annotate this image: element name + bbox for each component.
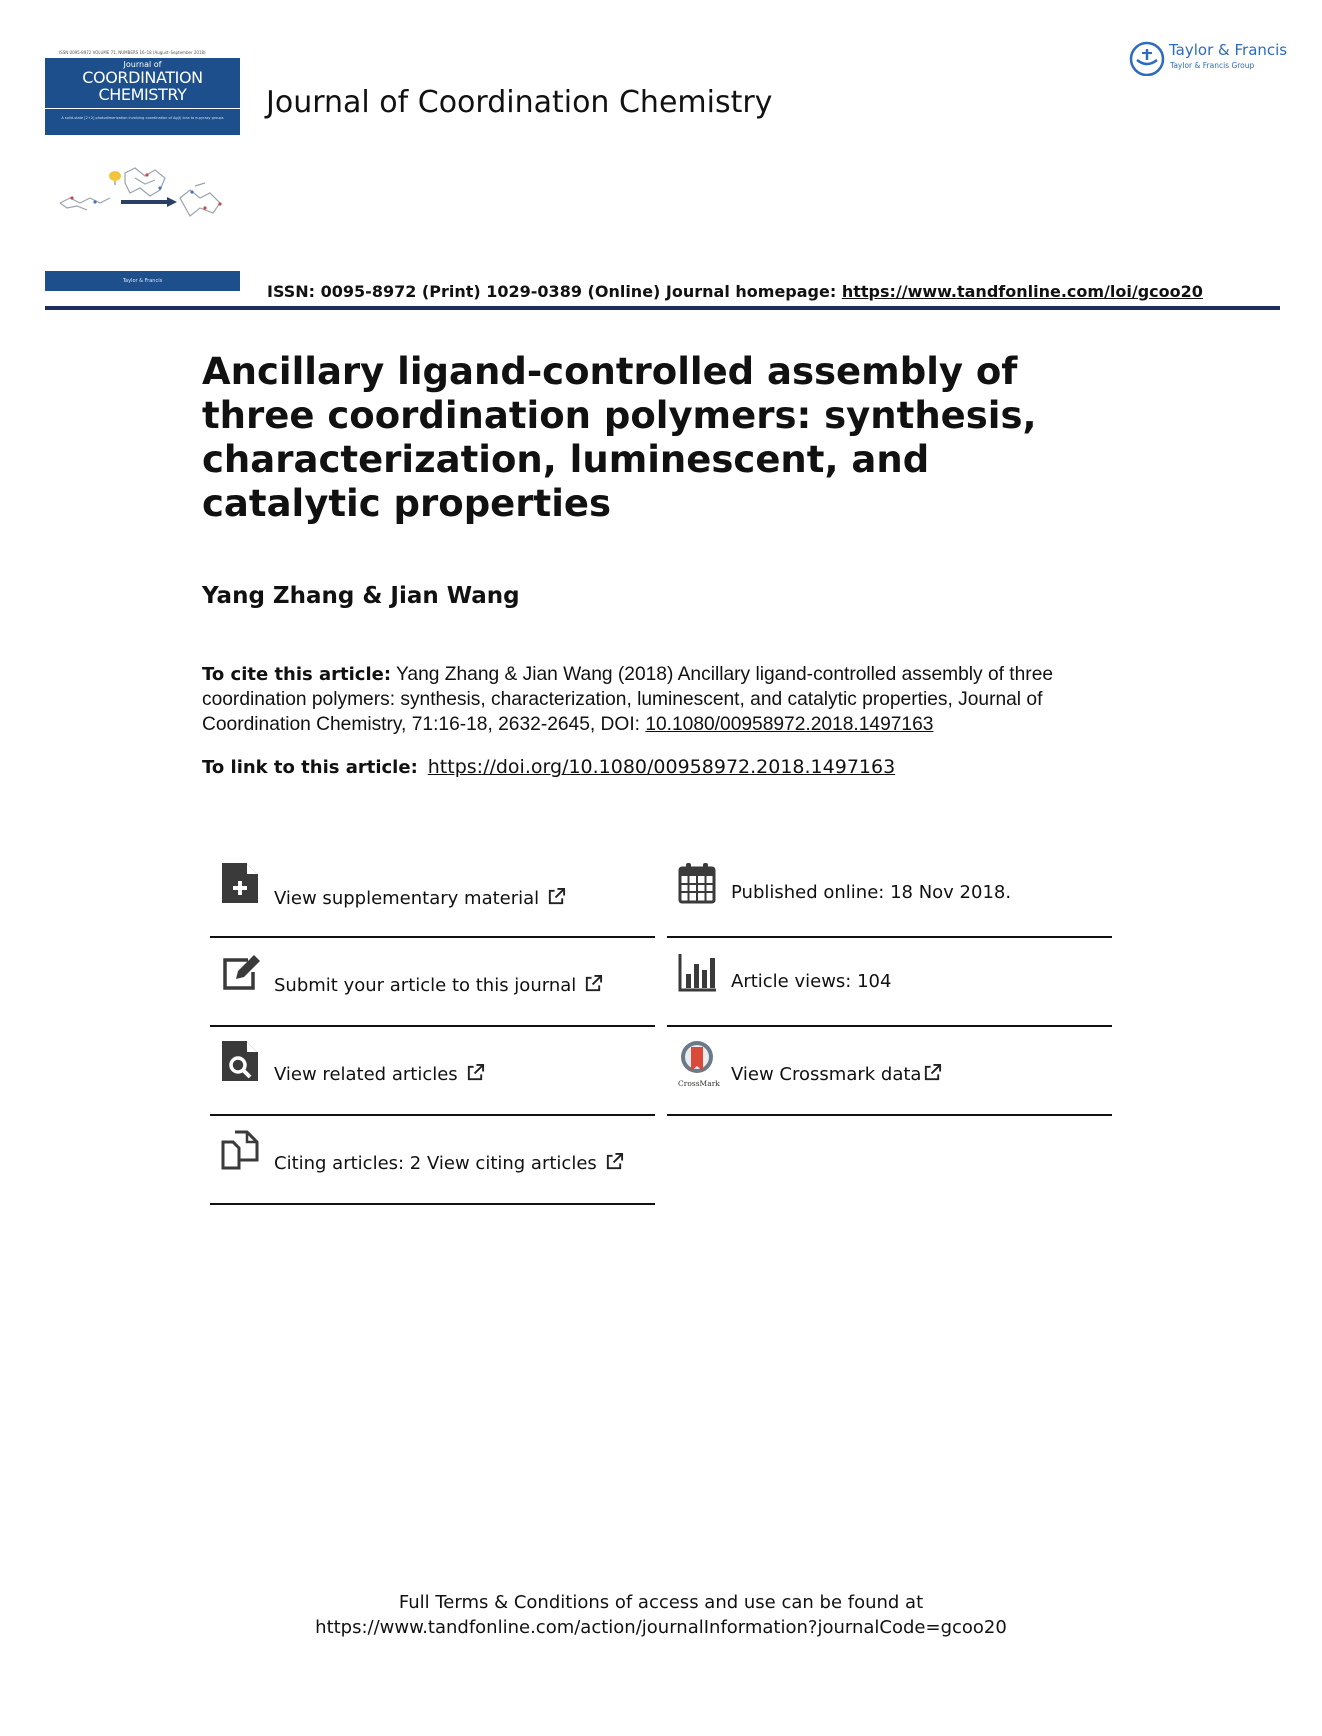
citing-articles-link[interactable] — [274, 1152, 624, 1174]
published-online-cell — [667, 849, 1112, 938]
citation-text: Yang Zhang & Jian Wang (2018) Ancillary ligand-controlled assembly of three coordination polymers: synthesis, characterization, luminescent, and catalytic properties, Journal of Coordination Chemistry, 71:16-18, 2632-2645, DOI: — [202, 664, 1054, 735]
terms-line: Full Terms & Conditions of access and use can be found at — [398, 1592, 924, 1613]
cover-title-band — [45, 58, 240, 108]
external-link-icon — [584, 974, 603, 993]
citation-doi-link[interactable]: 10.1080/00958972.2018.1497163 — [645, 714, 934, 735]
article-link-line — [202, 756, 895, 778]
calendar-icon — [677, 861, 717, 905]
issn-line — [267, 282, 1203, 301]
cover-title-small: Journal of — [123, 60, 162, 69]
bar-chart-icon — [677, 950, 717, 994]
article-authors: Yang Zhang & Jian Wang — [202, 583, 520, 609]
external-link-icon — [547, 887, 566, 906]
journal-cover-thumbnail — [45, 48, 240, 293]
article-doi-link[interactable]: https://doi.org/10.1080/00958972.2018.1497163 — [427, 756, 896, 778]
submit-article-link[interactable] — [274, 974, 603, 996]
article-views-count: Article views: 104 — [731, 971, 892, 992]
crossmark-logo-text: CrossMark — [678, 1079, 720, 1088]
cover-subtitle: A solid-state [2+2] photodimerization involving coordination of Ag(I) ions to π-pyrazy groups — [45, 109, 240, 135]
crossmark-cell[interactable] — [667, 1027, 1112, 1116]
copy-documents-icon — [220, 1128, 260, 1172]
crossmark-link[interactable] — [731, 1063, 942, 1085]
cover-title-line1: COORDINATION — [82, 68, 203, 87]
citation-label: To cite this article: — [202, 664, 392, 685]
supplementary-label: View supplementary material — [274, 888, 540, 909]
external-link-icon — [605, 1152, 624, 1171]
external-link-icon — [466, 1063, 485, 1082]
header-divider — [45, 306, 1280, 310]
citation-block — [202, 662, 1142, 737]
related-articles-link[interactable] — [274, 1063, 485, 1085]
cover-molecule-illustration — [55, 158, 230, 228]
issn-text: ISSN: 0095-8972 (Print) 1029-0389 (Online) Journal homepage: — [267, 282, 842, 301]
file-search-icon — [220, 1039, 260, 1083]
publisher-group: Taylor & Francis Group — [1170, 61, 1255, 70]
citing-articles-label: Citing articles: 2 View citing articles — [274, 1153, 597, 1174]
submit-article-cell[interactable] — [210, 938, 655, 1027]
published-online-date: Published online: 18 Nov 2018. — [731, 882, 1012, 903]
article-title: Ancillary ligand-controlled assembly of three coordination polymers: synthesis, characterization, luminescent, and catalytic properties — [202, 350, 1037, 525]
related-articles-label: View related articles — [274, 1064, 458, 1085]
cover-publisher-footer: Taylor & Francis — [45, 271, 240, 291]
supplementary-material-cell[interactable] — [210, 849, 655, 938]
citing-articles-cell[interactable] — [210, 1116, 655, 1205]
journal-homepage-link[interactable]: https://www.tandfonline.com/loi/gcoo20 — [841, 282, 1203, 301]
terms-footer — [0, 1590, 1322, 1640]
link-label: To link to this article: — [202, 757, 418, 778]
cover-meta-line: ISSN 0095-8972 VOLUME 71, NUMBERS 16–18 (August–September 2018) — [59, 50, 206, 55]
journal-title[interactable]: Journal of Coordination Chemistry — [266, 85, 773, 120]
publisher-name: Taylor & Francis — [1169, 41, 1288, 59]
supplementary-link[interactable] — [274, 887, 566, 909]
related-articles-cell[interactable] — [210, 1027, 655, 1116]
article-views-cell — [667, 938, 1112, 1027]
terms-url[interactable]: https://www.tandfonline.com/action/journalInformation?journalCode=gcoo20 — [315, 1617, 1007, 1638]
file-plus-icon — [220, 861, 260, 905]
crossmark-icon — [677, 1039, 717, 1083]
edit-icon — [220, 950, 260, 994]
cover-title-line2: CHEMISTRY — [98, 85, 187, 104]
submit-article-label: Submit your article to this journal — [274, 975, 577, 996]
crossmark-label: View Crossmark data — [731, 1064, 922, 1085]
external-link-icon — [923, 1063, 942, 1082]
